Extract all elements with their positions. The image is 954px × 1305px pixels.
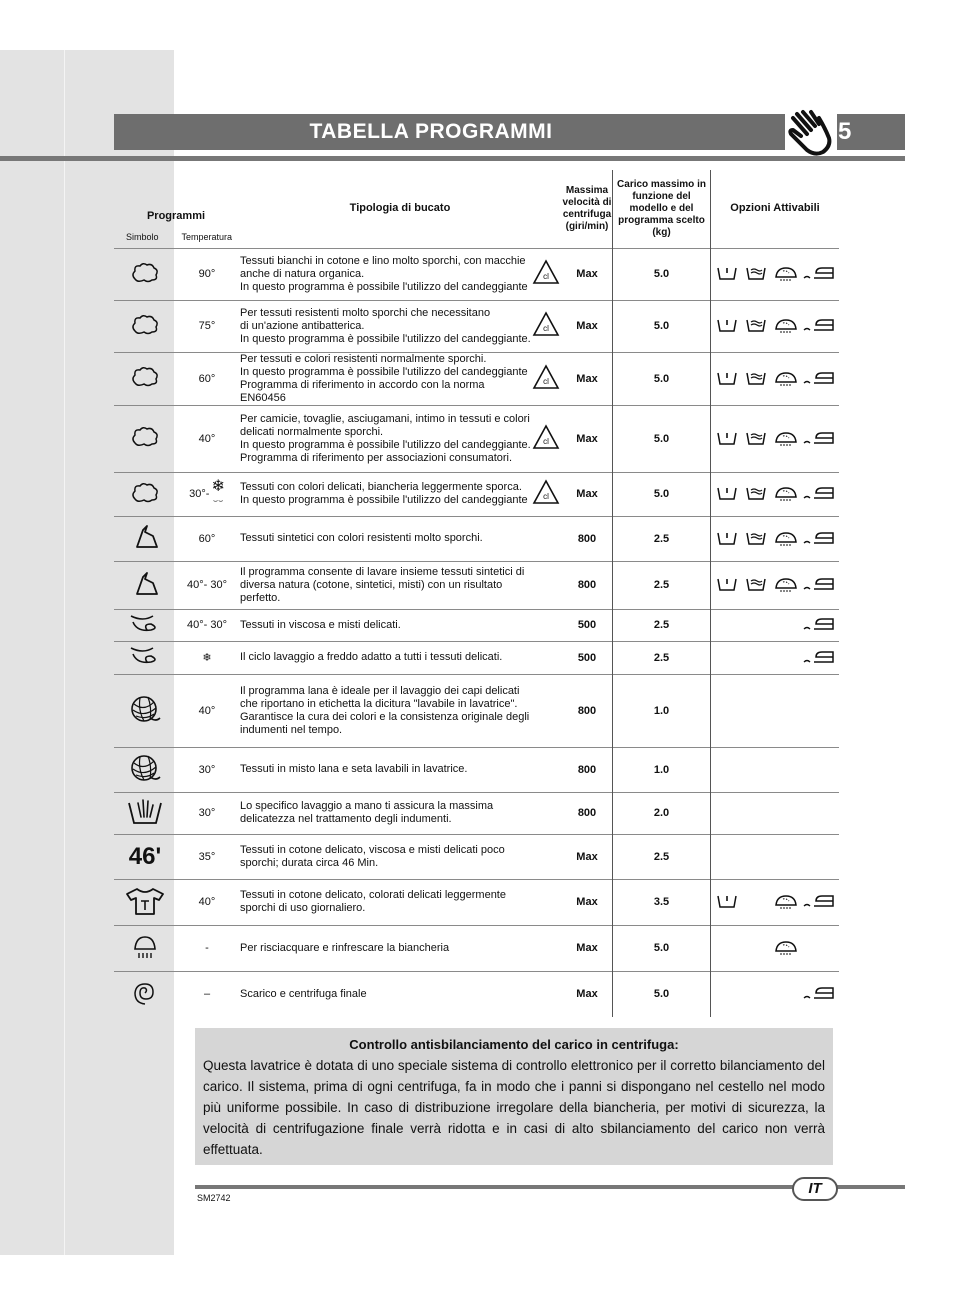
description: Il programma consente di lavare insieme tessuti sintetici di diversa natura (cotone, sintetici, misti) con un risultato perfetto. <box>238 561 562 609</box>
spin-reduce-option-icon <box>802 317 836 335</box>
description: Scarico e centrifuga finale <box>238 971 562 1017</box>
description: Per tessuti e colori resistenti normalmente sporchi. In questo programma è possibile l'utilizzo del candeggiante Programma di riferimento in accordo con la norma EN60456 cl <box>238 352 562 405</box>
empty-option-slot <box>744 893 770 911</box>
temperature: 40° <box>176 879 238 925</box>
empty-option-slot <box>802 939 828 957</box>
description: Tessuti sintetici con colori resistenti molto sporchi. <box>238 516 562 561</box>
stain-option-icon <box>744 370 770 388</box>
prewash-option-icon <box>715 430 741 448</box>
options <box>711 352 840 405</box>
description: Tessuti bianchi in cotone e lino molto sporchi, con macchie anche di natura organica. In questo programma è possibile l'utilizzo del candeggiante cl <box>238 248 562 300</box>
spin-reduce-option-icon <box>802 485 836 503</box>
header-load: Carico massimo in funzione del modello e del programma scelto (kg) <box>613 170 711 248</box>
program-row <box>114 516 839 561</box>
options <box>711 405 840 472</box>
synthetic-icon <box>114 516 176 561</box>
quick-46-icon: 46' <box>114 834 176 879</box>
options <box>711 925 840 971</box>
options <box>711 834 840 879</box>
description: Lo specifico lavaggio a mano ti assicura la massima delicatezza nel trattamento degli indumenti. <box>238 792 562 834</box>
max-load: 5.0 <box>613 352 711 405</box>
program-row <box>114 405 839 472</box>
prewash-option-icon <box>715 370 741 388</box>
svg-text:cl: cl <box>543 436 549 446</box>
wool-icon <box>114 674 176 747</box>
page-number: 5 <box>838 118 852 145</box>
header-speed: Massima velocità di centrifuga (giri/min) <box>562 184 612 232</box>
program-row <box>114 472 839 516</box>
temperature: 40° <box>176 405 238 472</box>
svg-text:cl: cl <box>543 324 549 333</box>
spin-speed: Max <box>562 300 613 352</box>
stain-option-icon <box>744 485 770 503</box>
temperature: 75° <box>176 300 238 352</box>
program-row <box>114 561 839 609</box>
empty-option-slot <box>715 649 741 667</box>
temperature: 30°- ❄ ⌣⌣ <box>176 472 238 516</box>
stain-option-icon <box>744 317 770 335</box>
easy-iron-option-icon <box>773 370 799 388</box>
options <box>711 674 840 747</box>
temperature: 60° <box>176 352 238 405</box>
spin-speed: 500 <box>562 609 613 641</box>
max-load: 5.0 <box>613 300 711 352</box>
program-row <box>114 641 839 674</box>
spin-speed: Max <box>562 472 613 516</box>
header-programs: Programmi Simbolo Temperatura <box>126 209 232 242</box>
language-badge: IT <box>792 1177 838 1201</box>
max-load: 2.5 <box>613 516 711 561</box>
max-load: 2.5 <box>613 834 711 879</box>
prewash-option-icon <box>715 530 741 548</box>
bleach-icon <box>532 479 560 509</box>
header-symbol: Simbolo <box>126 231 159 242</box>
spin-speed: Max <box>562 248 613 300</box>
easy-iron-option-icon <box>773 430 799 448</box>
empty-option-slot <box>715 939 741 957</box>
prewash-option-icon <box>715 317 741 335</box>
program-row <box>114 747 839 792</box>
description: Tessuti con colori delicati, biancheria leggermente sporca. In questo programma è possibile l'utilizzo del candeggiante cl <box>238 472 562 516</box>
max-load: 2.0 <box>613 792 711 834</box>
delicate-icon <box>114 609 176 641</box>
max-load: 5.0 <box>613 248 711 300</box>
wool-icon <box>114 747 176 792</box>
cold-eco-icon: ❄ ⌣⌣ <box>211 478 225 505</box>
temperature: 40°- 30° <box>176 561 238 609</box>
program-row <box>114 879 839 925</box>
spin-reduce-option-icon <box>802 616 836 634</box>
bleach-icon <box>532 259 560 289</box>
empty-option-slot <box>773 616 799 634</box>
options <box>711 516 840 561</box>
cotton-icon <box>114 472 176 516</box>
empty-option-slot <box>773 985 799 1003</box>
spin-speed: Max <box>562 925 613 971</box>
info-body: Questa lavatrice è dotata di uno speciale sistema di controllo elettronico per il corretto bilanciamento del carico. Il sistema, prima di ogni centrifuga, fa in modo che i panni si dispongano nel cestello nel modo più uniforme possibile. In caso di distribuzione irregolare della biancheria, per motivi di sicurezza, la velocità di centrifugazione finale verrà ridotta e in casi di alto sbilanciamento del carico non verrà effettuata. <box>203 1058 825 1157</box>
shirt-icon <box>114 879 176 925</box>
program-row <box>114 352 839 405</box>
cotton-icon <box>114 405 176 472</box>
prewash-option-icon <box>715 485 741 503</box>
description: Il programma lana è ideale per il lavaggio dei capi delicati che riportano in etichetta la dicitura "lavabile in lavatrice". Garantisce la cura dei colori e la consistenza originale degli indumenti nel tempo. <box>238 674 562 747</box>
spin-icon <box>114 971 176 1017</box>
header-type: Tipologia di bucato <box>349 202 451 215</box>
max-load: 2.5 <box>613 641 711 674</box>
options <box>711 792 840 834</box>
temperature: 60° <box>176 516 238 561</box>
program-row <box>114 971 839 1017</box>
description: Tessuti in cotone delicato, colorati delicati leggermente sporchi di uso giornaliero. <box>238 879 562 925</box>
spin-speed: 800 <box>562 747 613 792</box>
options <box>711 879 840 925</box>
max-load: 1.0 <box>613 747 711 792</box>
hand-icon <box>785 104 837 156</box>
options <box>711 300 840 352</box>
cotton-icon <box>114 248 176 300</box>
temperature: – <box>176 971 238 1017</box>
svg-text:cl: cl <box>543 492 549 501</box>
temperature: 40°- 30° <box>176 609 238 641</box>
top-rule <box>0 156 905 161</box>
empty-option-slot <box>744 616 770 634</box>
options <box>711 561 840 609</box>
bleach-icon <box>532 424 560 454</box>
temperature: 40° <box>176 674 238 747</box>
max-load: 5.0 <box>613 971 711 1017</box>
spin-reduce-option-icon <box>802 265 836 283</box>
handwash-icon <box>114 792 176 834</box>
info-title: Controllo antisbilanciamento del carico in centrifuga: <box>349 1037 679 1052</box>
temperature: - <box>176 925 238 971</box>
empty-option-slot <box>744 985 770 1003</box>
empty-option-slot <box>744 649 770 667</box>
options <box>711 248 840 300</box>
spin-speed: Max <box>562 405 613 472</box>
max-load: 1.0 <box>613 674 711 747</box>
program-row <box>114 925 839 971</box>
temperature: 35° <box>176 834 238 879</box>
empty-option-slot <box>715 985 741 1003</box>
spin-reduce-option-icon <box>802 985 836 1003</box>
temperature: 30° <box>176 747 238 792</box>
max-load: 2.5 <box>613 609 711 641</box>
options <box>711 971 840 1017</box>
options <box>711 609 840 641</box>
prewash-option-icon <box>715 265 741 283</box>
easy-iron-option-icon <box>773 530 799 548</box>
spin-speed: 800 <box>562 561 613 609</box>
spin-speed: Max <box>562 879 613 925</box>
easy-iron-option-icon <box>773 939 799 957</box>
description: Il ciclo lavaggio a freddo adatto a tutti i tessuti delicati. <box>238 641 562 674</box>
spin-reduce-option-icon <box>802 576 836 594</box>
program-row <box>114 674 839 747</box>
spin-reduce-option-icon <box>802 893 836 911</box>
temperature: 90° <box>176 248 238 300</box>
prewash-option-icon <box>715 576 741 594</box>
empty-option-slot <box>715 616 741 634</box>
program-row <box>114 834 839 879</box>
program-row <box>114 300 839 352</box>
spin-reduce-option-icon <box>802 370 836 388</box>
bleach-icon <box>532 364 560 394</box>
cotton-icon <box>114 352 176 405</box>
stain-option-icon <box>744 265 770 283</box>
spin-speed: 500 <box>562 641 613 674</box>
info-box <box>195 1028 833 1165</box>
easy-iron-option-icon <box>773 485 799 503</box>
stain-option-icon <box>744 430 770 448</box>
document-code: SM2742 <box>197 1193 231 1203</box>
spin-speed: Max <box>562 352 613 405</box>
spin-speed: 800 <box>562 792 613 834</box>
spin-speed: Max <box>562 971 613 1017</box>
spin-reduce-option-icon <box>802 430 836 448</box>
description: Tessuti in cotone delicato, viscosa e misti delicati poco sporchi; durata circa 46 Min. <box>238 834 562 879</box>
program-row <box>114 792 839 834</box>
rinse-icon <box>114 925 176 971</box>
cotton-icon <box>114 300 176 352</box>
bleach-icon <box>532 311 560 341</box>
max-load: 2.5 <box>613 561 711 609</box>
spin-speed: 800 <box>562 674 613 747</box>
max-load: 3.5 <box>613 879 711 925</box>
stain-option-icon <box>744 530 770 548</box>
svg-text:cl: cl <box>543 376 549 386</box>
svg-text:cl: cl <box>543 272 549 281</box>
page-title: TABELLA PROGRAMMI <box>309 120 553 143</box>
synthetic-icon <box>114 561 176 609</box>
delicate-icon <box>114 641 176 674</box>
options <box>711 472 840 516</box>
program-table <box>114 170 839 1017</box>
easy-iron-option-icon <box>773 893 799 911</box>
empty-option-slot <box>744 939 770 957</box>
header-temperature: Temperatura <box>181 231 232 242</box>
program-row <box>114 248 839 300</box>
description: Per risciacquare e rinfrescare la biancheria <box>238 925 562 971</box>
options <box>711 747 840 792</box>
max-load: 5.0 <box>613 405 711 472</box>
header-options: Opzioni Attivabili <box>730 202 820 215</box>
options <box>711 641 840 674</box>
temperature: ❄ <box>176 641 238 674</box>
easy-iron-option-icon <box>773 265 799 283</box>
prewash-option-icon <box>715 893 741 911</box>
spin-reduce-option-icon <box>802 530 836 548</box>
description: Tessuti in viscosa e misti delicati. <box>238 609 562 641</box>
description: Tessuti in misto lana e seta lavabili in lavatrice. <box>238 747 562 792</box>
temperature: 30° <box>176 792 238 834</box>
max-load: 5.0 <box>613 472 711 516</box>
program-row <box>114 609 839 641</box>
easy-iron-option-icon <box>773 576 799 594</box>
description: Per tessuti resistenti molto sporchi che necessitano di un'azione antibatterica. In questo programma è possibile l'utilizzo del candeggiante. cl <box>238 300 562 352</box>
description: Per camicie, tovaglie, asciugamani, intimo in tessuti e colori delicati normalmente sporchi. In questo programma è possibile l'utilizzo del candeggiante. Programma di riferimento per associazioni consumatori. cl <box>238 405 562 472</box>
stain-option-icon <box>744 576 770 594</box>
empty-option-slot <box>773 649 799 667</box>
easy-iron-option-icon <box>773 317 799 335</box>
spin-reduce-option-icon <box>802 649 836 667</box>
max-load: 5.0 <box>613 925 711 971</box>
spin-speed: 800 <box>562 516 613 561</box>
spin-speed: Max <box>562 834 613 879</box>
